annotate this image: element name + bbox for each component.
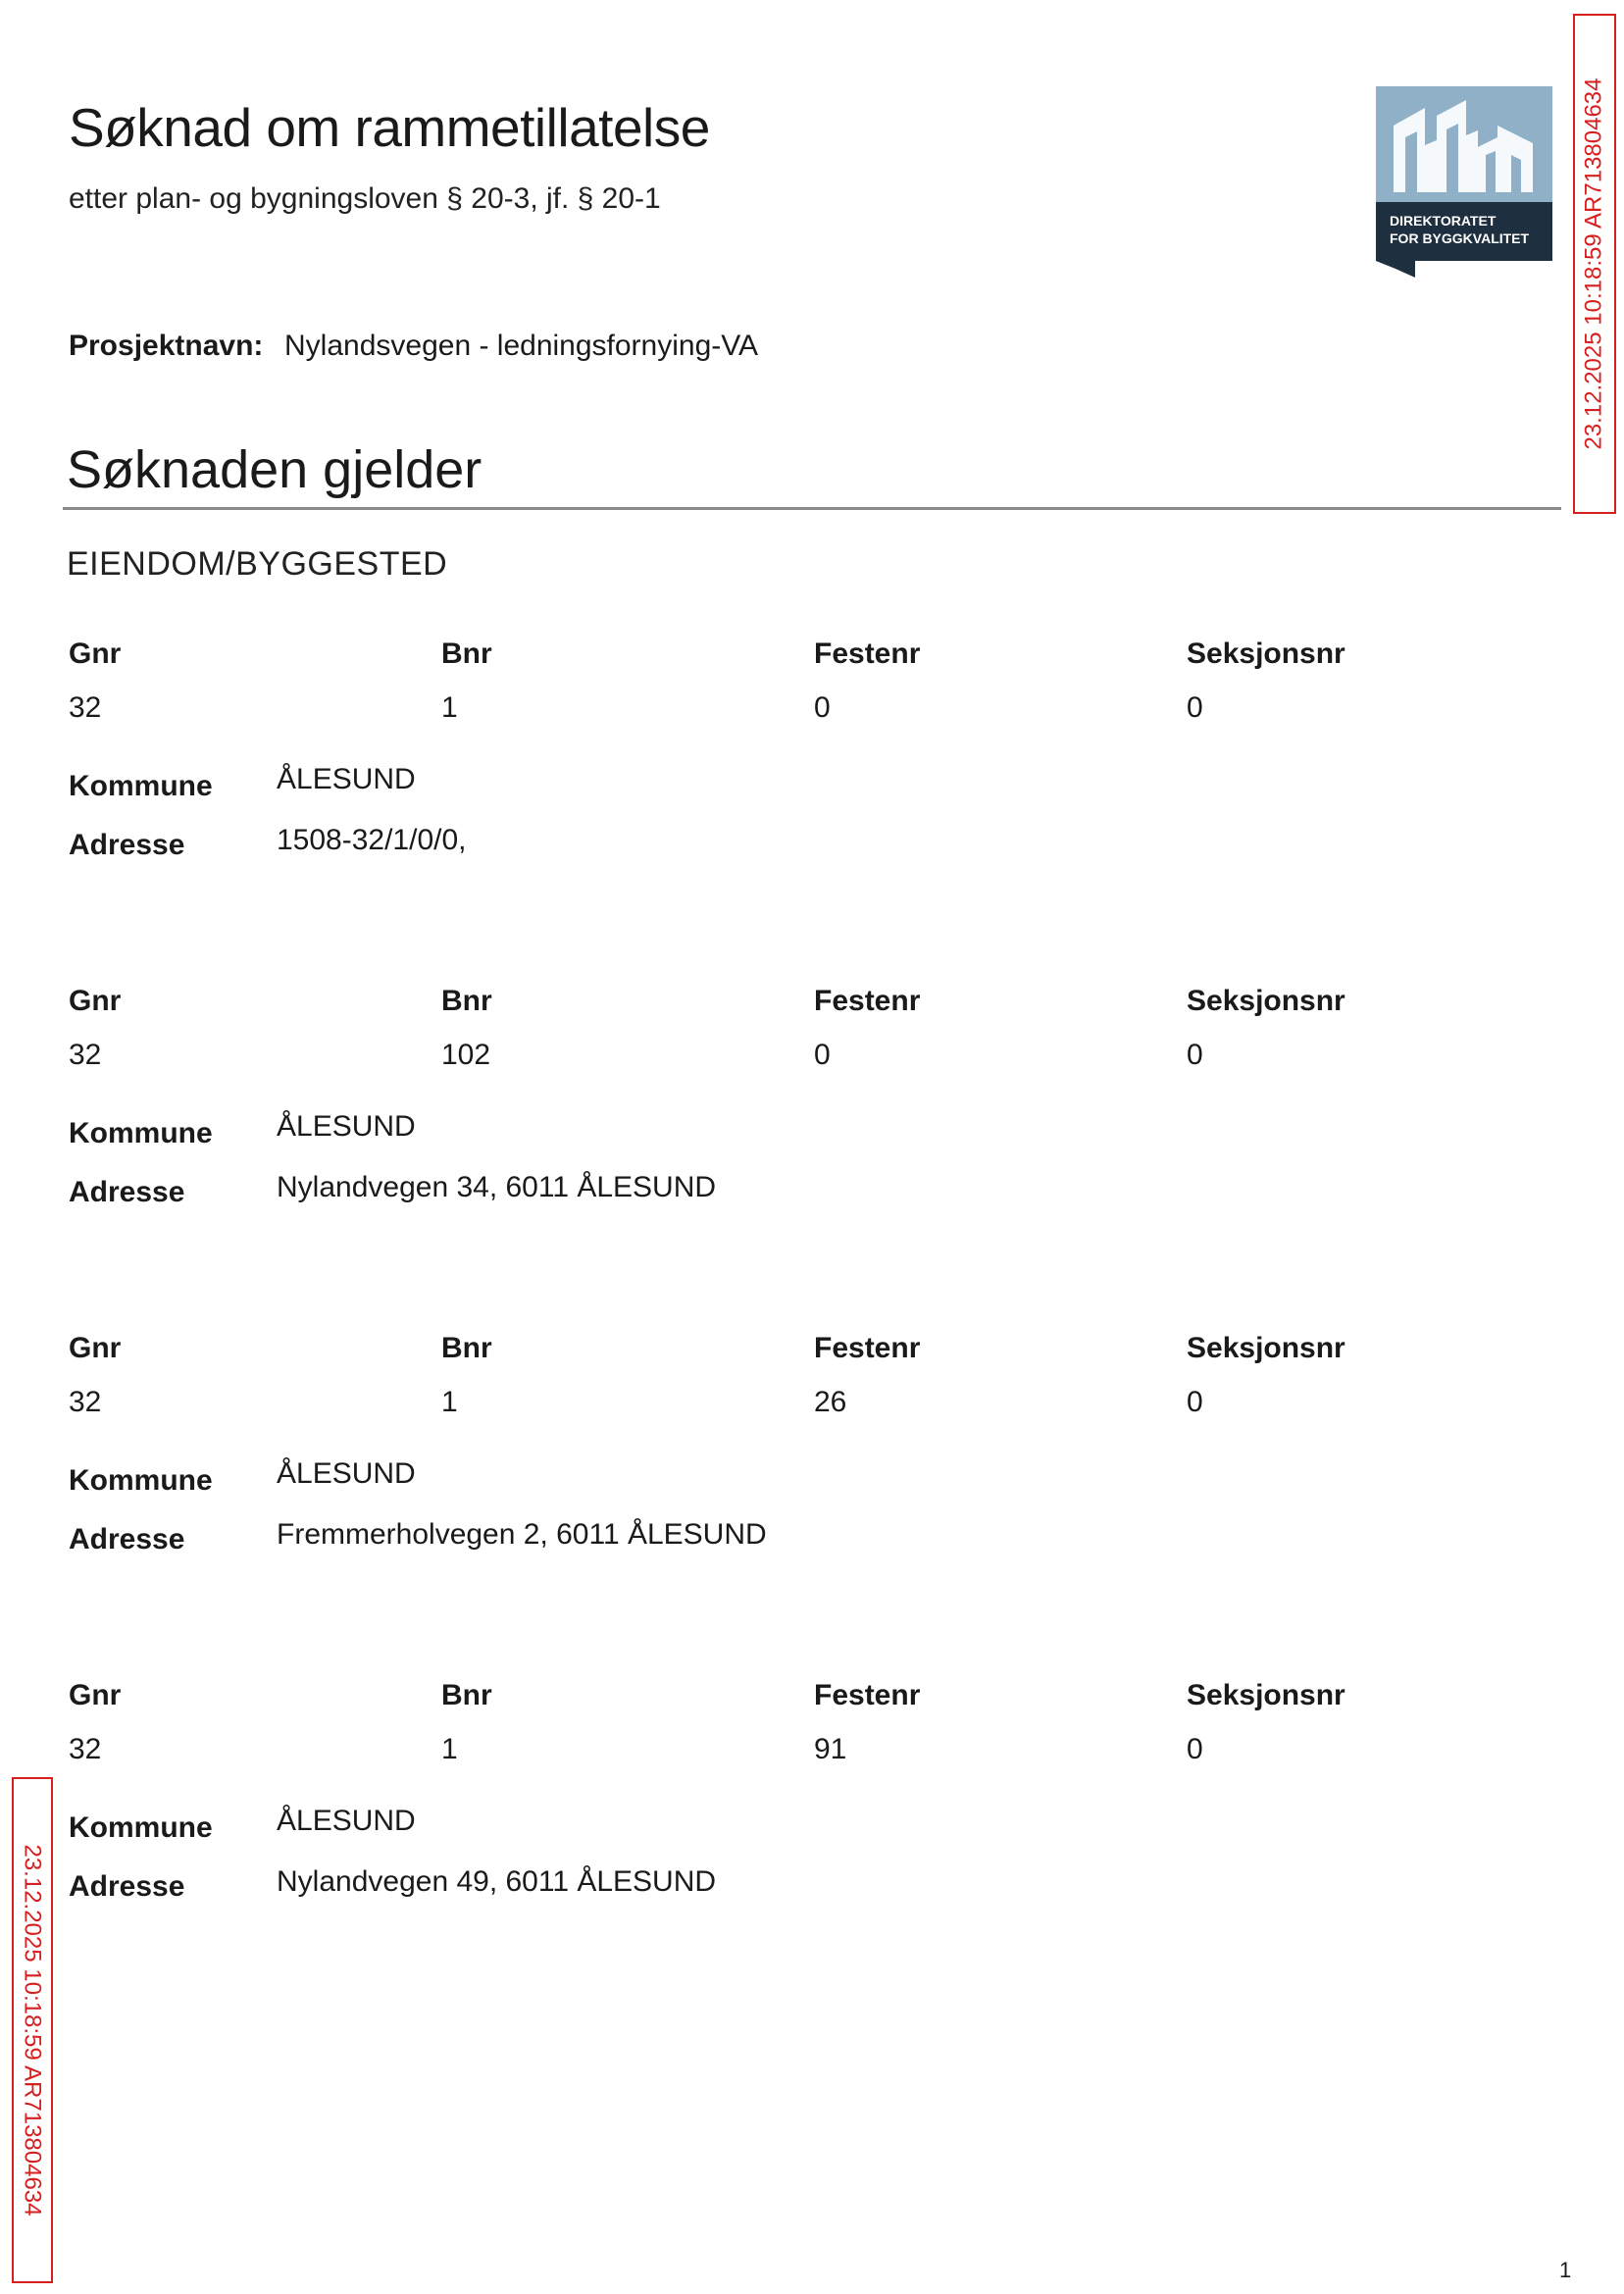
adresse-value: Nylandvegen 49, 6011 ÅLESUND <box>277 1865 717 1898</box>
property-block <box>69 1332 1540 1626</box>
gnr-value: 32 <box>69 1039 102 1071</box>
festenr-value: 0 <box>814 1039 831 1071</box>
gnr-value: 32 <box>69 1386 102 1418</box>
festenr-label: Festenr <box>814 985 921 1017</box>
festenr-value: 0 <box>814 691 831 724</box>
page-subtitle: etter plan- og bygningsloven § 20-3, jf. § 20-1 <box>69 182 661 215</box>
bnr-label: Bnr <box>441 985 492 1017</box>
gnr-label: Gnr <box>69 637 122 670</box>
gnr-value: 32 <box>69 691 102 724</box>
adresse-label: Adresse <box>69 1523 185 1555</box>
project-name-label: Prosjektnavn: <box>69 330 264 362</box>
kommune-label: Kommune <box>69 1464 213 1497</box>
bnr-value: 1 <box>441 1733 458 1765</box>
bnr-label: Bnr <box>441 1332 492 1364</box>
property-block <box>69 1679 1540 1973</box>
festenr-value: 26 <box>814 1386 847 1418</box>
adresse-label: Adresse <box>69 1870 185 1903</box>
seksjonsnr-value: 0 <box>1187 691 1203 724</box>
timestamp-stamp-bottom <box>12 1777 53 2283</box>
gnr-label: Gnr <box>69 1332 122 1364</box>
property-block <box>69 985 1540 1279</box>
timestamp-stamp-bottom-text: 23.12.2025 10:18:59 AR713804634 <box>20 1844 46 2217</box>
festenr-label: Festenr <box>814 1679 921 1711</box>
festenr-label: Festenr <box>814 1332 921 1364</box>
adresse-value: Nylandvegen 34, 6011 ÅLESUND <box>277 1171 717 1203</box>
page-title: Søknad om rammetillatelse <box>69 97 710 158</box>
adresse-label: Adresse <box>69 829 185 861</box>
seksjonsnr-label: Seksjonsnr <box>1187 1679 1345 1711</box>
seksjonsnr-label: Seksjonsnr <box>1187 1332 1345 1364</box>
kommune-value: ÅLESUND <box>277 1457 416 1490</box>
adresse-label: Adresse <box>69 1176 185 1208</box>
gnr-label: Gnr <box>69 1679 122 1711</box>
seksjonsnr-label: Seksjonsnr <box>1187 985 1345 1017</box>
seksjonsnr-value: 0 <box>1187 1733 1203 1765</box>
property-block <box>69 637 1540 932</box>
kommune-value: ÅLESUND <box>277 1805 416 1837</box>
kommune-label: Kommune <box>69 770 213 802</box>
bnr-label: Bnr <box>441 637 492 670</box>
dibk-logo <box>1376 86 1552 278</box>
page-number: 1 <box>1559 2258 1572 2282</box>
section-title: Søknaden gjelder <box>67 440 482 499</box>
project-name-value: Nylandsvegen - ledningsfornying-VA <box>284 330 759 362</box>
bnr-value: 1 <box>441 691 458 724</box>
gnr-value: 32 <box>69 1733 102 1765</box>
adresse-value: 1508-32/1/0/0, <box>277 824 467 856</box>
seksjonsnr-value: 0 <box>1187 1039 1203 1071</box>
kommune-value: ÅLESUND <box>277 763 416 795</box>
section-divider <box>63 507 1561 510</box>
logo-text-line2: FOR BYGGKVALITET <box>1390 230 1530 246</box>
timestamp-stamp-top-text: 23.12.2025 10:18:59 AR713804634 <box>1581 77 1607 450</box>
gnr-label: Gnr <box>69 985 122 1017</box>
bnr-label: Bnr <box>441 1679 492 1711</box>
festenr-label: Festenr <box>814 637 921 670</box>
bnr-value: 1 <box>441 1386 458 1418</box>
kommune-value: ÅLESUND <box>277 1110 416 1143</box>
adresse-value: Fremmerholvegen 2, 6011 ÅLESUND <box>277 1518 767 1551</box>
group-title: EIENDOM/BYGGESTED <box>67 545 448 583</box>
seksjonsnr-value: 0 <box>1187 1386 1203 1418</box>
logo-text-line1: DIREKTORATET <box>1390 213 1497 229</box>
kommune-label: Kommune <box>69 1117 213 1149</box>
seksjonsnr-label: Seksjonsnr <box>1187 637 1345 670</box>
kommune-label: Kommune <box>69 1811 213 1844</box>
bnr-value: 102 <box>441 1039 491 1071</box>
festenr-value: 91 <box>814 1733 847 1765</box>
timestamp-stamp-top <box>1573 14 1616 514</box>
